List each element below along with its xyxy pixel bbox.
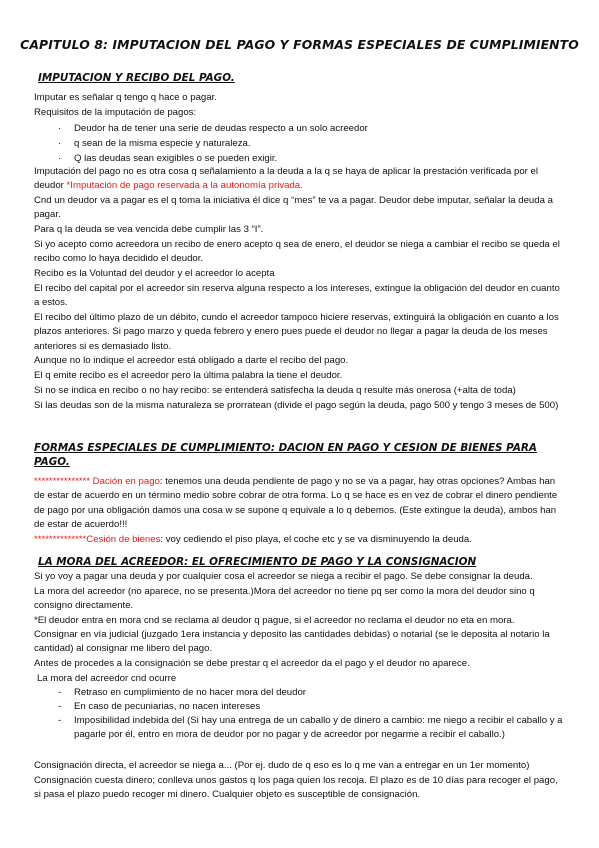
document-title: CAPITULO 8: IMPUTACION DEL PAGO Y FORMAS ESPECIALES DE CUMPLIMIENTO [20, 37, 579, 52]
paragraph: Si yo voy a pagar una deuda y por cualquier cosa el acreedor se niega a recibir el pago. Se debe consignar la deuda. [34, 571, 533, 582]
list-item: · Deudor ha de tener una serie de deudas respecto a un solo acreedor [74, 122, 574, 136]
paragraph [34, 165, 566, 194]
paragraph: Si yo acepto como acreedora un recibo de enero acepto q sea de enero, el deudor se niega a cambiar el recibo se queda el recibo como lo haya decidido el deudor. [34, 239, 560, 265]
paragraph: El recibo del último plazo de un débito, cundo el acreedor tampoco hiciere reservas, extinguirá la obligación en cuanto a los plazos anteriores. Si pago marzo y queda febrero y enero pues puede el deudor no llegar a pagar la deuda de los meses anteriores si es demasiado listo. [34, 312, 559, 352]
list-item: - En caso de pecuniarias, no nacen intereses [74, 700, 574, 714]
paragraph [34, 475, 566, 533]
paragraph: La mora del acreedor (no aparece, no se presenta.)Mora del acreedor no tiene pq ser como la mora del deudor sino q consigno directamente. [34, 586, 535, 612]
paragraph [34, 533, 566, 547]
paragraph: Aunque no lo indique el acreedor está obligado a darte el recibo del pago. [34, 355, 349, 366]
list-item: - Retraso en cumplimiento de no hacer mora del deudor [74, 686, 574, 700]
paragraph: Si las deudas son de la misma naturaleza se prorratean (divide el pago según la deuda, pago 500 y tengo 3 meses de 500) [34, 400, 559, 411]
paragraph: Para q la deuda se vea vencida debe cumplir las 3 “I”. [34, 224, 264, 235]
paragraph: Consignar en vía judicial (juzgado 1era instancia y deposito las cantidades debidas) o notarial (se le deposita al notario la cantidad) al consignar me libero del pago. [34, 629, 550, 655]
list-item: - Imposibilidad indebida del (Si hay una entrega de un caballo y de dinero a cambio: me niego a recibir el caballo y a pagarle por él, entro en mora de deudor por no pagar y de acreedor por negarme a recibir el caballo.) [74, 714, 574, 743]
paragraph: Recibo es la Voluntad del deudor y el acreedor lo acepta [34, 268, 275, 279]
paragraph: Si no se indica en recibo o no hay recibo: se entenderá satisfecha la deuda q resulte más onerosa (+alta de toda) [34, 385, 516, 396]
paragraph: *El deudor entra en mora cnd se reclama al deudor q pague, si el acreedor no reclama el deudor no eta en mora. [34, 615, 515, 626]
paragraph: El q emite recibo es el acreedor pero la última palabra la tiene el deudor. [34, 370, 343, 381]
section-heading-mora-acreedor: LA MORA DEL ACREEDOR: EL OFRECIMIENTO DE PAGO Y LA CONSIGNACION [38, 556, 477, 568]
section-heading-formas-especiales: FORMAS ESPECIALES DE CUMPLIMIENTO: DACION EN PAGO Y CESION DE BIENES PARA PAGO. [34, 442, 537, 468]
text-span: : tenemos una deuda pendiente de pago y no se va a pagar, hay otras opciones? Ambas han de estar de acuerdo en un término medio sobre cobrar de otra forma. Lo q se hace es en vez de cobrar el dinero pendiente de pago por una obligación damos una cosa w se supone q equivale a lo q debemos. (Este extingue la deuda), ambos han de estar de acuerdo!!! [34, 476, 558, 531]
paragraph: El recibo del capital por el acreedor sin reserva alguna respecto a los intereses, extingue la obligación del deudor en cuanto a estos. [34, 283, 560, 309]
highlight-note: *Imputación de pago reservada a la autonomía privada. [66, 180, 303, 192]
text-span: Imputación del pago no es otra cosa q señalamiento a la deuda a la q se haya de aplicar la prestación verificada por el deudor [34, 166, 538, 192]
paragraph: Cnd un deudor va a pagar es el q toma la iniciativa él dice q “mes” te va a pagar. Deudor debe imputar, señalar la deuda a pagar. [34, 195, 553, 221]
paragraph: Antes de procedes a la consignación se debe prestar q el acreedor da el pago y el deudor no aparece. [34, 658, 470, 669]
highlight-term: **************Cesión de bienes [34, 534, 161, 545]
section-heading-imputacion: IMPUTACION Y RECIBO DEL PAGO. [38, 72, 235, 84]
paragraph: Imputar es señalar q tengo q hace o pagar. [34, 92, 217, 103]
paragraph: Consignación directa, el acreedor se niega a... (Por ej. dudo de q eso es lo q me van a entregar en un 1er momento) [34, 760, 530, 771]
highlight-term: *************** Dación en pago [34, 476, 160, 487]
paragraph: Consignación cuesta dinero; conlleva unos gastos q los paga quien los recoja. El plazo es de 10 días para recoger el pago, si pasa el plazo puedo recoger mi dinero. Cualquier objeto es susceptible de consignación. [34, 775, 558, 801]
list-item: · q sean de la misma especie y naturaleza. [74, 137, 574, 151]
text-span: : voy cediendo el piso playa, el coche etc y se va disminuyendo la deuda. [160, 534, 472, 545]
paragraph: Requisitos de la imputación de pagos: [34, 107, 197, 118]
paragraph: La mora del acreedor cnd ocurre [37, 673, 177, 684]
list-item: · Q las deudas sean exigibles o se pueden exigir. [74, 152, 574, 166]
